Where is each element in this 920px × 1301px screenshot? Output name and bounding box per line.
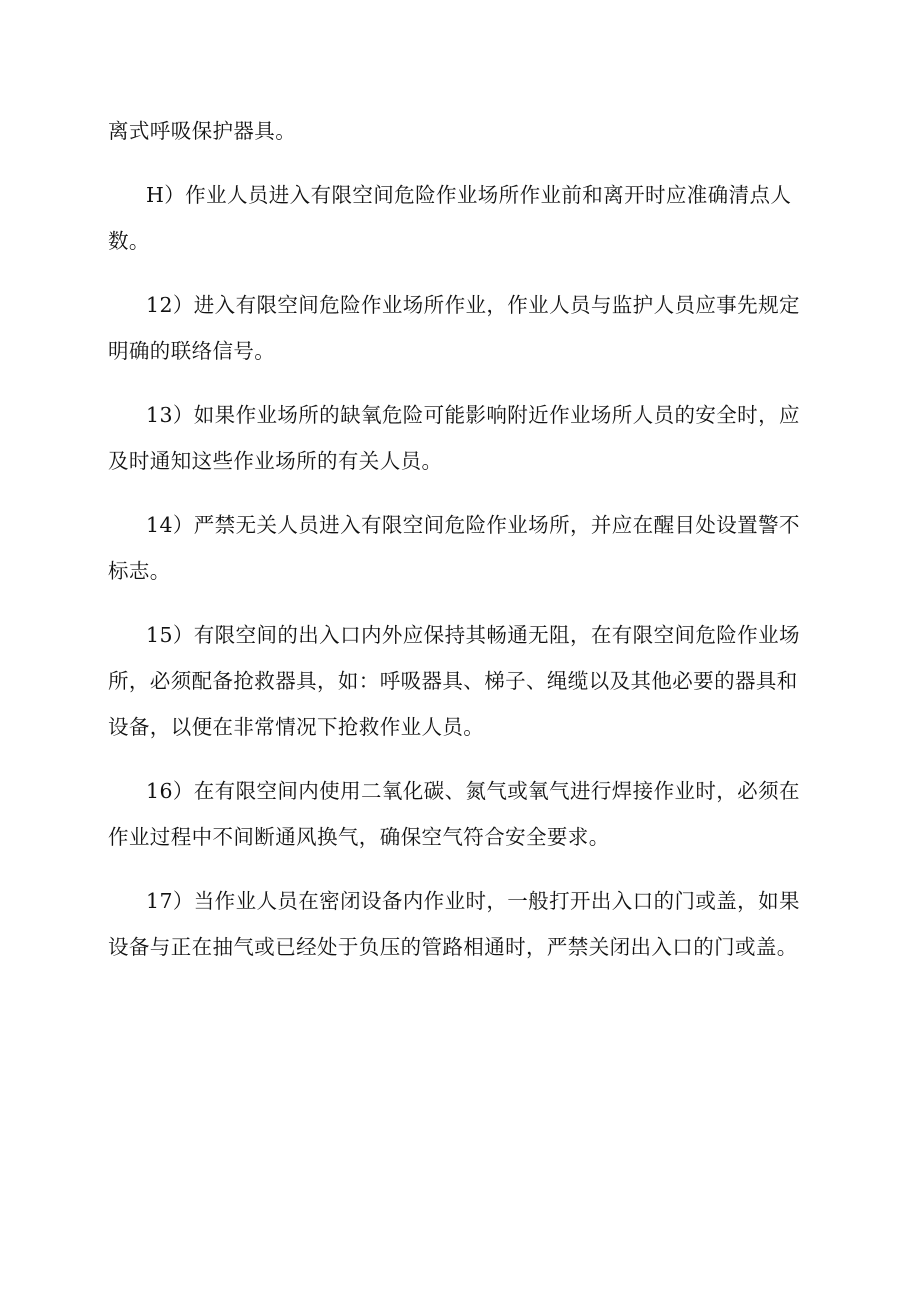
document-body bbox=[108, 108, 824, 970]
text-line: 14）严禁无关人员进入有限空间危险作业场所，并应在醒目处设置警不 bbox=[146, 513, 800, 537]
text-line: 明确的联络信号。 bbox=[108, 339, 276, 363]
text-line: 15）有限空间的出入口内外应保持其畅通无阻，在有限空间危险作业场 bbox=[146, 623, 800, 647]
text-line: 17）当作业人员在密闭设备内作业时，一般打开出入口的门或盖，如果 bbox=[146, 889, 800, 913]
text-line: 作业过程中不间断通风换气，确保空气符合安全要求。 bbox=[108, 825, 610, 849]
text-line: 设备与正在抽气或已经处于负压的管路相通时，严禁关闭出入口的门或盖。 bbox=[108, 935, 798, 959]
text-line: 16）在有限空间内使用二氧化碳、氮气或氧气进行焊接作业时，必须在 bbox=[146, 779, 800, 803]
text-line: 离式呼吸保护器具。 bbox=[108, 119, 297, 143]
paragraph-4 bbox=[108, 392, 824, 484]
text-line: 13）如果作业场所的缺氧危险可能影响附近作业场所人员的安全时，应 bbox=[146, 403, 800, 427]
text-line: 12）进入有限空间危险作业场所作业，作业人员与监护人员应事先规定 bbox=[146, 293, 800, 317]
text-line: H）作业人员进入有限空间危险作业场所作业前和离开时应准确清点人 bbox=[146, 183, 792, 207]
paragraph-3 bbox=[108, 282, 824, 374]
paragraph-5 bbox=[108, 502, 824, 594]
paragraph-8 bbox=[108, 878, 824, 970]
paragraph-1 bbox=[108, 108, 824, 154]
paragraph-7 bbox=[108, 768, 824, 860]
paragraph-2 bbox=[108, 172, 824, 264]
text-line: 数。 bbox=[108, 229, 150, 253]
text-line: 所，必须配备抢救器具，如：呼吸器具、梯子、绳缆以及其他必要的器具和 bbox=[108, 669, 798, 693]
text-line: 设备，以便在非常情况下抢救作业人员。 bbox=[108, 715, 485, 739]
paragraph-6 bbox=[108, 612, 824, 750]
text-line: 及时通知这些作业场所的有关人员。 bbox=[108, 449, 443, 473]
text-line: 标志。 bbox=[108, 559, 171, 583]
